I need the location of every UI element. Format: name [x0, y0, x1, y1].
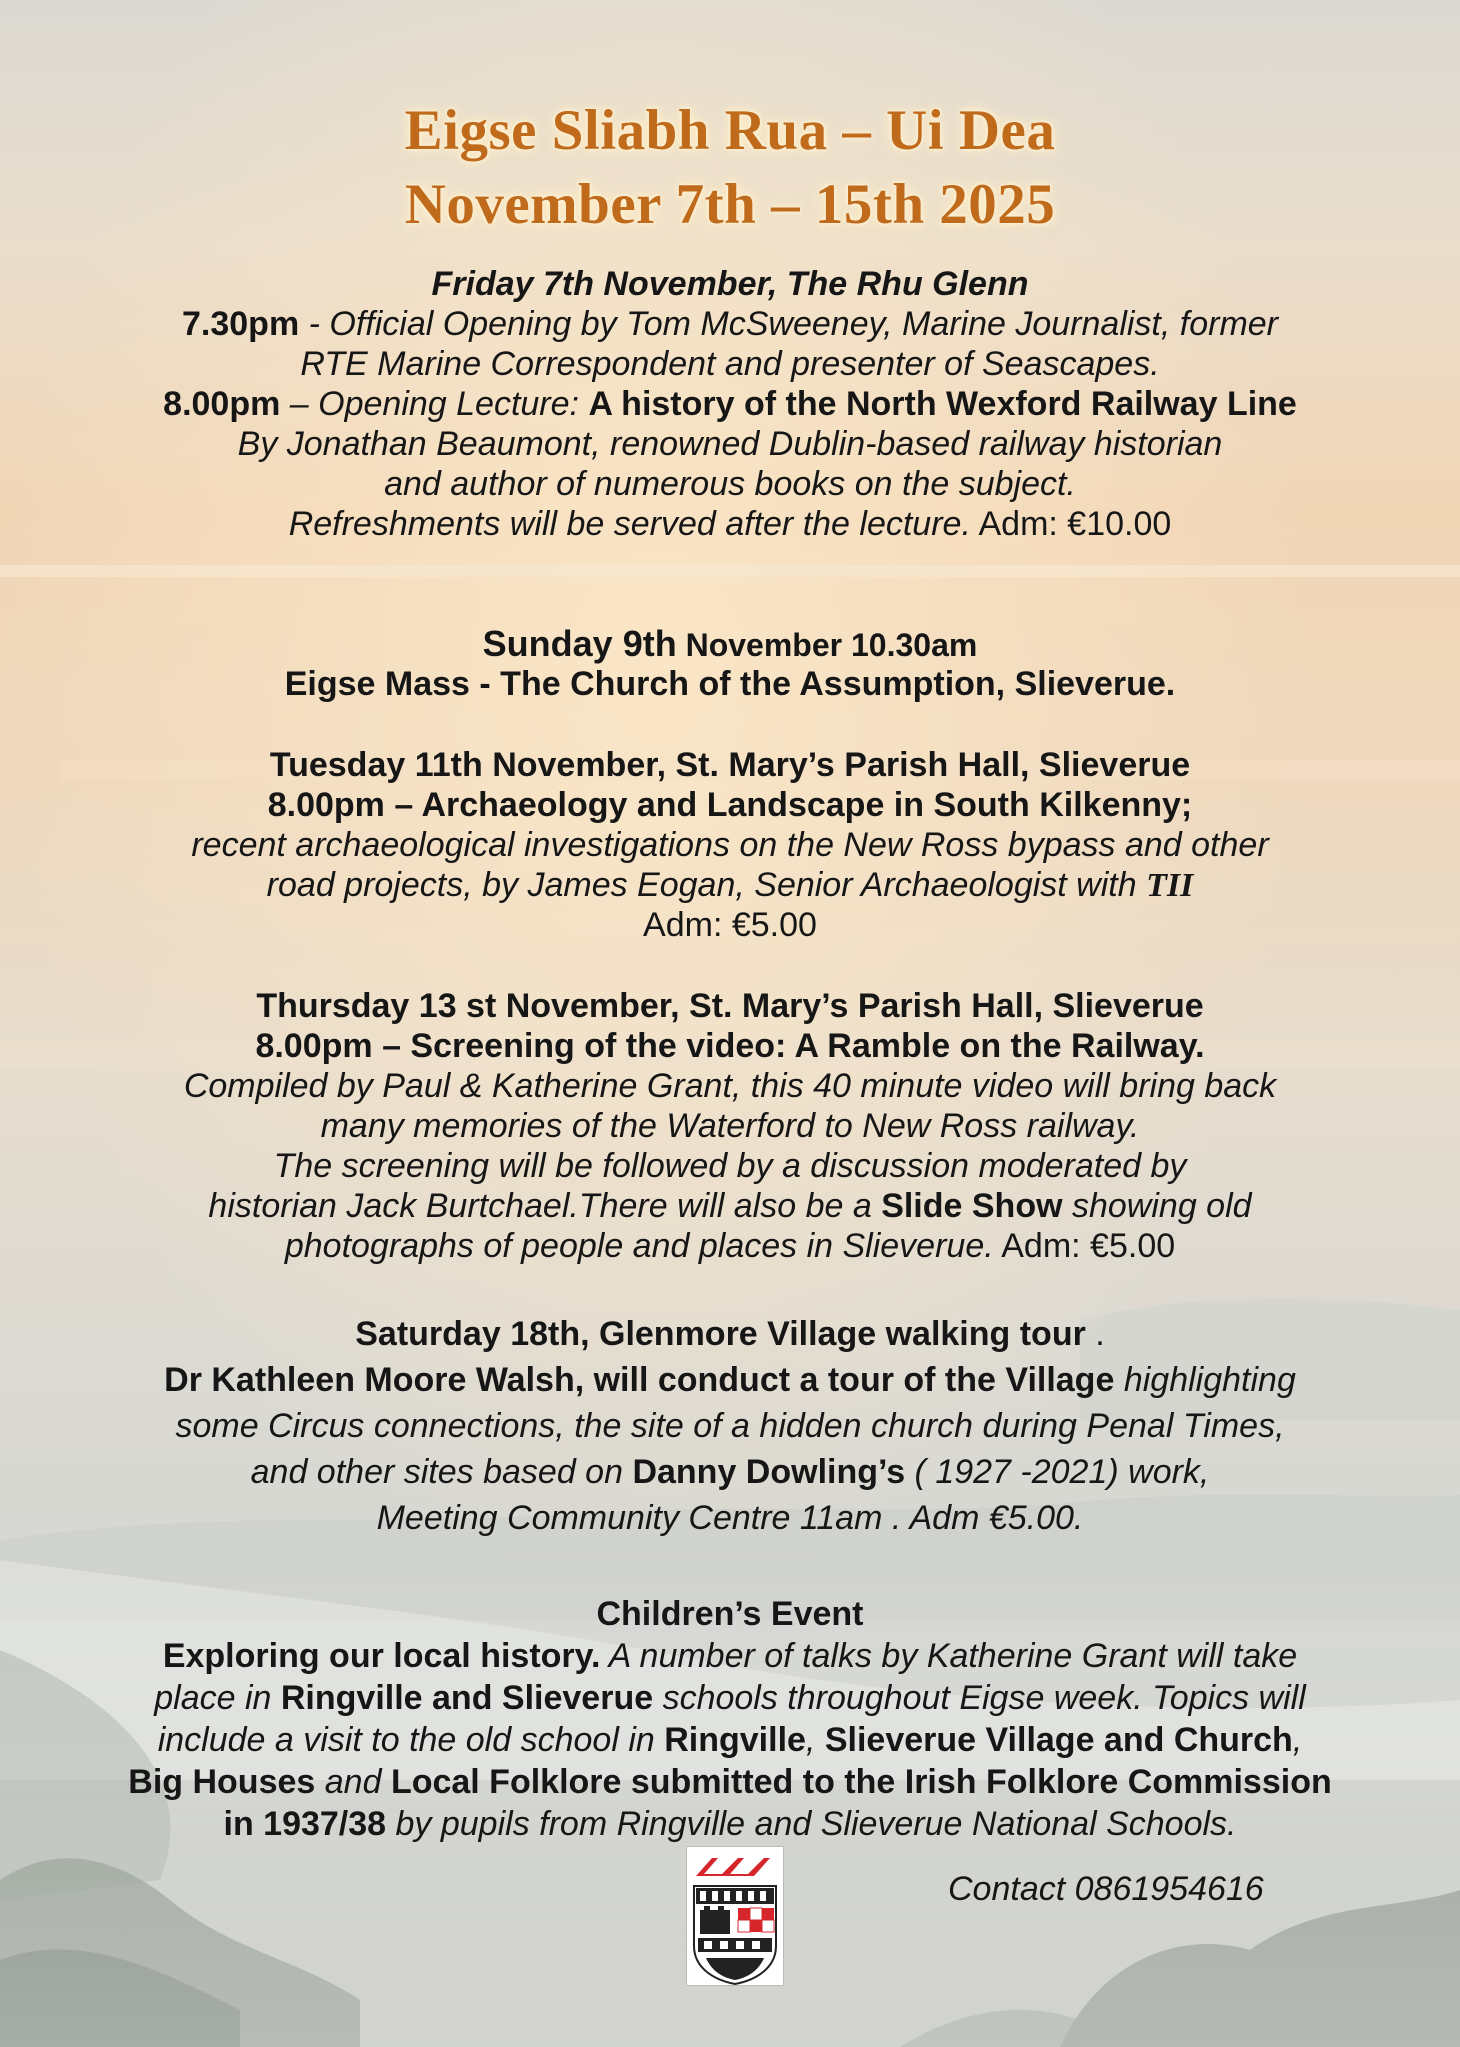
saturday-line1-end: highlighting [1114, 1361, 1296, 1399]
friday-opening-text: - Official Opening by Tom McSweeney, Marine Journalist, former [299, 305, 1278, 343]
sunday-day: Sunday 9th [482, 623, 677, 664]
contact-phone: Contact 0861954616 [948, 1870, 1264, 1908]
children-line2a: place in [154, 1679, 281, 1717]
saturday-line3c: ( 1927 -2021) work, [905, 1453, 1210, 1491]
poster-title-line2: November 7th – 15th 2025 [404, 173, 1056, 236]
friday-lecture-by1: By Jonathan Beaumont, renowned Dublin-based railway historian [237, 425, 1223, 463]
children-line4b: and [315, 1763, 391, 1801]
friday-refresh-text: Refreshments will be served after the lecture. [288, 505, 971, 543]
friday-lecture-title: A history of the North Wexford Railway Line [588, 385, 1297, 423]
thursday-title: 8.00pm – Screening of the video: A Ramble on the Railway. [255, 1027, 1205, 1065]
saturday-line1 [0, 1360, 1460, 1400]
children-line3b: Ringville [664, 1721, 806, 1759]
friday-heading: Friday 7th November, The Rhu Glenn [431, 265, 1029, 303]
sunday-time: November 10.30am [676, 627, 978, 663]
friday-lecture-time: 8.00pm [163, 385, 281, 423]
thursday-desc5-text: photographs of people and places in Slieverue. [284, 1227, 994, 1265]
saturday-heading-dot: . [1085, 1315, 1105, 1353]
kilkenny-crest-icon [686, 1846, 784, 1986]
children-line3a: include a visit to the old school in [157, 1721, 665, 1759]
thursday-desc5 [0, 1226, 1460, 1266]
friday-admission: Adm: €10.00 [970, 505, 1172, 543]
poster-title-line1: Eigse Sliabh Rua – Ui Dea [404, 99, 1056, 162]
saturday-line4: Meeting Community Centre 11am . Adm €5.00. [376, 1499, 1084, 1537]
tuesday-org: TII [1146, 867, 1194, 904]
children-line3d: Slieverue Village and Church [824, 1721, 1293, 1759]
saturday-line3a: and other sites based on [250, 1453, 633, 1491]
children-line4a: Big Houses [128, 1763, 316, 1801]
children-line3c: , [805, 1721, 825, 1759]
children-line2 [0, 1678, 1460, 1718]
children-line1b: A number of talks by Katherine Grant will take [600, 1637, 1298, 1675]
saturday-danny-dowling: Danny Dowling’s [632, 1453, 906, 1491]
thursday-desc4a: historian Jack Burtchael.There will also be a [208, 1187, 882, 1225]
children-heading: Children’s Event [596, 1595, 864, 1633]
friday-opening-time: 7.30pm [182, 305, 300, 343]
friday-opening [0, 304, 1460, 344]
children-line4c: Local Folklore submitted to the Irish Folklore Commission [390, 1763, 1332, 1801]
thursday-slide-show: Slide Show [881, 1187, 1063, 1225]
children-line2b: Ringville and Slieverue [280, 1679, 654, 1717]
children-line5a: in 1937/38 [223, 1805, 387, 1843]
tuesday-desc2-text: road projects, by James Eogan, Senior Archaeologist with [266, 866, 1147, 904]
thursday-heading: Thursday 13 st November, St. Mary’s Parish Hall, Slieverue [256, 987, 1204, 1025]
tuesday-title: 8.00pm – Archaeology and Landscape in South Kilkenny; [267, 786, 1193, 824]
saturday-heading [0, 1314, 1460, 1354]
tuesday-desc1: recent archaeological investigations on the New Ross bypass and other [191, 826, 1269, 864]
children-line3e: , [1292, 1721, 1303, 1759]
sunday-heading [0, 624, 1460, 665]
children-line1 [0, 1636, 1460, 1676]
saturday-heading-text: Saturday 18th, Glenmore Village walking tour [355, 1315, 1086, 1353]
thursday-admission: Adm: €5.00 [993, 1227, 1176, 1265]
thursday-desc4 [0, 1186, 1460, 1226]
children-line5b: by pupils from Ringville and Slieverue National Schools. [386, 1805, 1237, 1843]
thursday-desc3: The screening will be followed by a discussion moderated by [273, 1147, 1187, 1185]
thursday-desc4c: showing old [1062, 1187, 1252, 1225]
friday-lecture [0, 384, 1460, 424]
tuesday-desc2 [0, 865, 1460, 906]
friday-opening-text2: RTE Marine Correspondent and presenter of Seascapes. [300, 345, 1160, 383]
thursday-desc2: many memories of the Waterford to New Ross railway. [320, 1107, 1140, 1145]
tuesday-heading: Tuesday 11th November, St. Mary’s Parish Hall, Slieverue [269, 746, 1191, 784]
saturday-guide: Dr Kathleen Moore Walsh, will conduct a tour of the Village [164, 1361, 1115, 1399]
children-line4 [0, 1762, 1460, 1802]
children-line2c: schools throughout Eigse week. Topics will [653, 1679, 1306, 1717]
friday-lecture-prefix: – Opening Lecture: [280, 385, 589, 423]
saturday-line2: some Circus connections, the site of a hidden church during Penal Times, [175, 1407, 1285, 1445]
sunday-mass: Eigse Mass - The Church of the Assumption, Slieverue. [284, 665, 1176, 703]
saturday-line3 [0, 1452, 1460, 1492]
children-line3 [0, 1720, 1460, 1760]
thursday-desc1: Compiled by Paul & Katherine Grant, this 40 minute video will bring back [183, 1067, 1277, 1105]
friday-refreshments [0, 504, 1460, 544]
children-line5 [0, 1804, 1460, 1844]
children-line1a: Exploring our local history. [162, 1637, 601, 1675]
friday-lecture-by2: and author of numerous books on the subject. [384, 465, 1076, 503]
tuesday-admission: Adm: €5.00 [643, 906, 817, 944]
